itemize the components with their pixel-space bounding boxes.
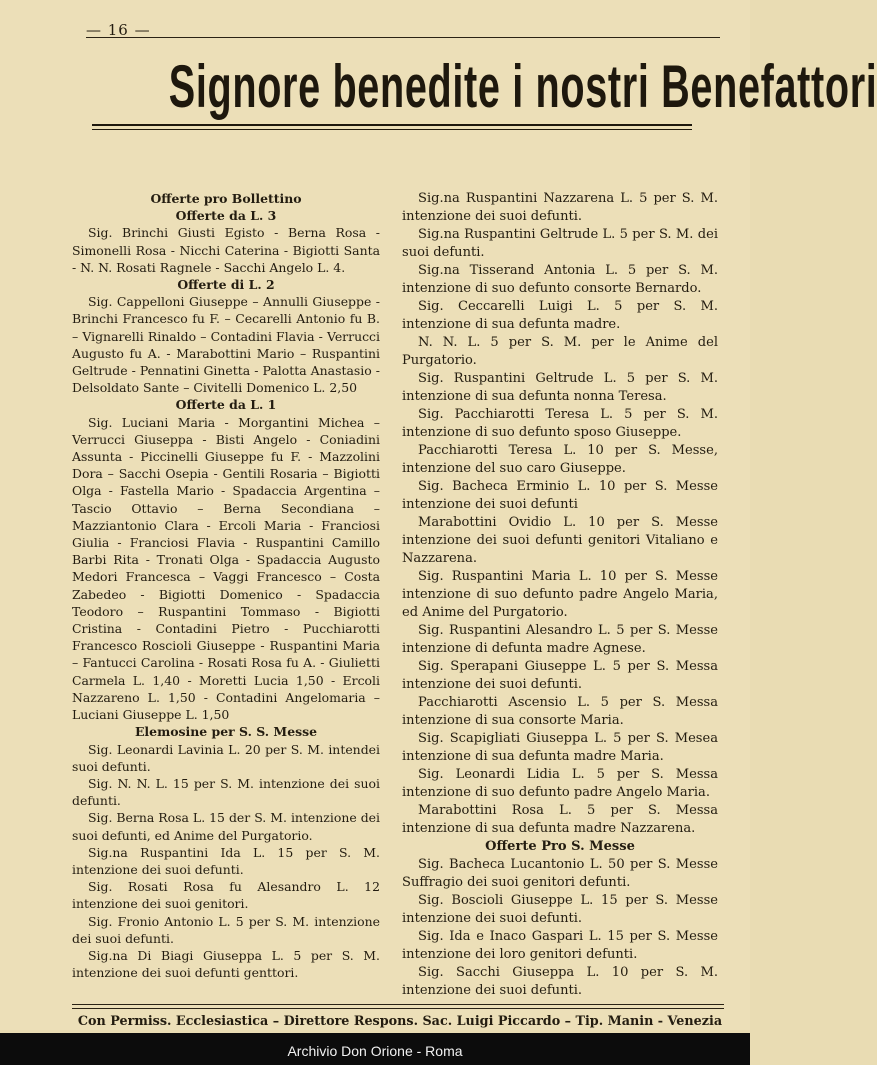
donation-entry: Marabottini Rosa L. 5 per S. Messa intenzione di sua defunta madre Nazzarena. xyxy=(402,803,718,836)
donation-entry: Sig. Ruspantini Alesandro L. 5 per S. Messe intenzione di defunta madre Agnese. xyxy=(402,623,718,656)
left-column xyxy=(72,190,380,981)
right-column xyxy=(402,190,718,1000)
donation-entry: Sig. Bacheca Lucantonio L. 50 per S. Messe Suffragio dei suoi genitori defunti. xyxy=(402,857,718,890)
donation-entry: Sig. Bacheca Erminio L. 10 per S. Messe intenzione dei suoi defunti xyxy=(402,479,718,512)
donation-entry: Sig. Scapigliati Giuseppa L. 5 per S. Mesea intenzione di sua defunta madre Maria. xyxy=(402,731,718,764)
donation-entry: Pacchiarotti Teresa L. 10 per S. Messe, intenzione del suo caro Giuseppe. xyxy=(402,443,718,476)
section-heading: Offerte da L. 1 xyxy=(175,397,277,413)
donation-entry: Sig. Fronio Antonio L. 5 per S. M. intenzione dei suoi defunti. xyxy=(72,913,380,946)
donation-entry: Sig. Ruspantini Maria L. 10 per S. Messe intenzione di suo defunto padre Angelo Maria, ed Anime del Purgatorio. xyxy=(402,569,718,620)
section-heading: Offerte Pro S. Messe xyxy=(485,839,635,854)
donation-entry: Sig. N. N. L. 15 per S. M. intenzione dei suoi defunti. xyxy=(72,775,380,809)
donation-entry: Sig. Brinchi Giusti Egisto - Berna Rosa - Simonelli Rosa - Nicchi Caterina - Bigiotti Santa - N. N. Rosati Ragnele - Sacchi Angelo L. 4. xyxy=(72,225,380,275)
footer-rule-upper xyxy=(72,1004,724,1005)
donation-entry: N. N. L. 5 per S. M. per le Anime del Purgatorio. xyxy=(402,335,718,368)
donation-entry: Sig. Sperapani Giuseppe L. 5 per S. Messa intenzione dei suoi defunti. xyxy=(402,659,718,692)
title-rule-upper xyxy=(92,124,692,126)
header-rule xyxy=(86,37,720,38)
donation-entry: Sig. Ruspantini Geltrude L. 5 per S. M. intenzione di sua defunta nonna Teresa. xyxy=(402,371,718,404)
donation-entry: Sig. Leonardi Lidia L. 5 per S. Messa intenzione di suo defunto padre Angelo Maria. xyxy=(402,767,718,800)
donation-entry: Sig.na Ruspantini Geltrude L. 5 per S. M. dei suoi defunti. xyxy=(402,227,718,260)
footer-credits: Con Permiss. Ecclesiastica – Direttore Respons. Sac. Luigi Piccardo – Tip. Manin - Venezia xyxy=(77,1014,723,1029)
page-title: Signore benedite i nostri Benefattori xyxy=(168,53,877,120)
donation-entry: Sig. Rosati Rosa fu Alesandro L. 12 intenzione dei suoi genitori. xyxy=(72,879,380,912)
donation-entry: Sig. Boscioli Giuseppe L. 15 per S. Messe intenzione dei suoi defunti. xyxy=(402,893,718,926)
archive-label: Archivio Don Orione - Roma xyxy=(287,1043,463,1059)
donation-entry: Marabottini Ovidio L. 10 per S. Messe intenzione dei suoi defunti genitori Vitaliano e Nazzarena. xyxy=(402,515,718,566)
donation-entry: Sig. Ida e Inaco Gaspari L. 15 per S. Messe intenzione dei loro genitori defunti. xyxy=(402,929,718,962)
donation-entry: Sig. Berna Rosa L. 15 der S. M. intenzione dei suoi defunti, ed Anime del Purgatorio. xyxy=(72,810,380,843)
title-rule-lower xyxy=(92,129,692,130)
donation-entry: Sig. Luciani Maria - Morgantini Michea – Verrucci Giuseppa - Bisti Angelo - Coniadini Assunta - Piccinelli Giuseppe fu F. - Mazzolini Dora – Sacchi Osepia - Gentili Rosaria – Bigiotti Olga - Fastella Mario - Spadaccia Argentina – Tascio Ottavio – Berna Secondiana – Mazziantonio Clara - Ercoli Maria - Franciosi Giulia - Franciosi Flavia - Ruspantini Camillo Barbi Rita - Tronati Olga - Spadaccia Augusto Medori Francesca – Vaggi Francesco – Costa Zabedeo - Bigiotti Domenico - Spadaccia Teodoro – Ruspantini Tommaso - Bigiotti Cristina - Contadini Pietro - Pucchiarotti Francesco Roscioli Giuseppe - Ruspantini Maria – Fantucci Carolina - Rosati Rosa fu A. - Giulietti Carmela L. 1,40 - Moretti Lucia 1,50 - Ercoli Nazzareno L. 1,50 - Contadini Angelomaria – Luciani Giuseppe L. 1,50 xyxy=(72,414,380,723)
section-heading: Elemosine per S. S. Messe xyxy=(134,724,318,740)
donation-entry: Sig.na Di Biagi Giuseppa L. 5 per S. M. intenzione dei suoi defunti genttori. xyxy=(72,947,380,981)
section-heading: Offerte da L. 3 xyxy=(175,208,277,224)
donation-entry: Pacchiarotti Ascensio L. 5 per S. Messa intenzione di sua consorte Maria. xyxy=(402,695,718,728)
page-number: — 16 — xyxy=(86,21,151,39)
donation-entry: Sig. Pacchiarotti Teresa L. 5 per S. M. intenzione di suo defunto sposo Giuseppe. xyxy=(402,407,718,440)
section-heading: Offerte di L. 2 xyxy=(177,277,275,293)
donation-entry: Sig. Cappelloni Giuseppe – Annulli Giuseppe - Brinchi Francesco fu F. – Cecarelli Antonio fu B. – Vignarelli Rinaldo – Contadini Flavia - Verrucci Augusto fu A. - Marabottini Mario – Ruspantini Geltrude - Pennatini Ginetta - Palotta Anastasio - Delsoldato Sante – Civitelli Domenico L. 2,50 xyxy=(72,294,380,396)
donation-entry: Sig. Sacchi Giuseppa L. 10 per S. M. intenzione dei suoi defunti. xyxy=(402,965,718,998)
footer-rule-lower xyxy=(72,1008,724,1009)
donation-entry: Sig. Leonardi Lavinia L. 20 per S. M. intendei suoi defunti. xyxy=(72,741,380,774)
donation-entry: Sig.na Ruspantini Ida L. 15 per S. M. intenzione dei suoi defunti. xyxy=(72,844,380,877)
section-heading: Offerte pro Bollettino xyxy=(150,191,302,206)
donation-entry: Sig.na Tisserand Antonia L. 5 per S. M. intenzione di suo defunto consorte Bernardo. xyxy=(402,263,718,296)
donation-entry: Sig. Ceccarelli Luigi L. 5 per S. M. intenzione di sua defunta madre. xyxy=(402,299,718,332)
donation-entry: Sig.na Ruspantini Nazzarena L. 5 per S. M. intenzione dei suoi defunti. xyxy=(402,191,718,224)
